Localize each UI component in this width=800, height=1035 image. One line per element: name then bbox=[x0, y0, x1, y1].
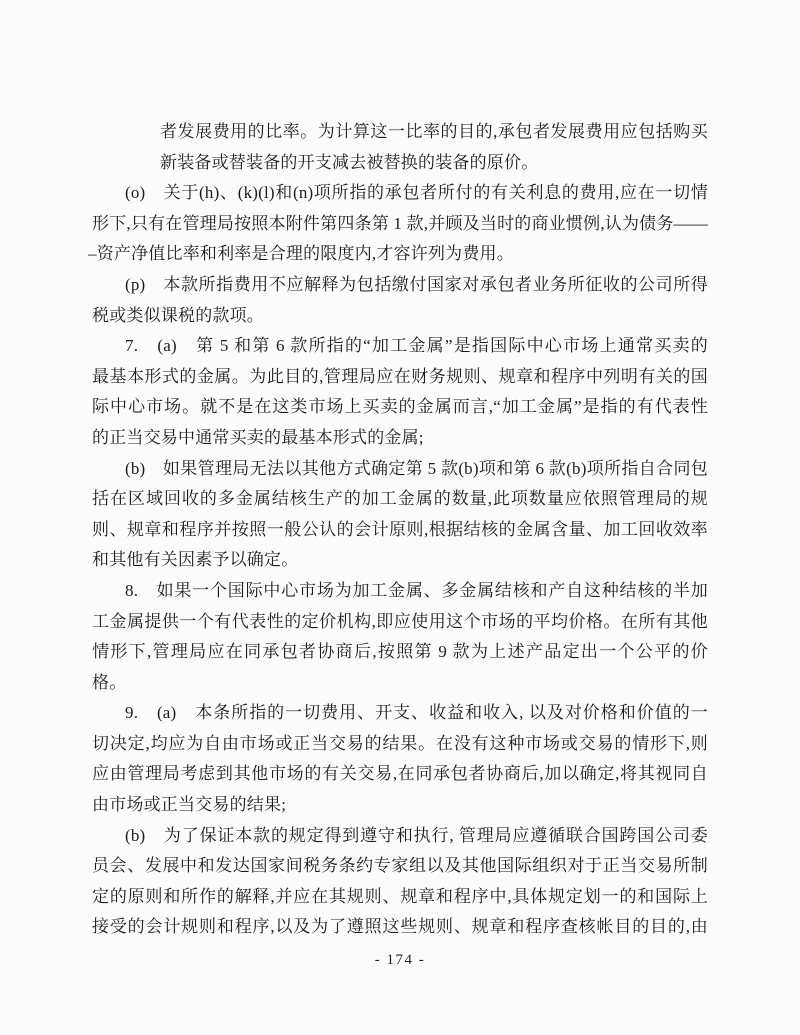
text-line: 接受的会计规则和程序,以及为了遵照这些规则、规章和程序查核帐目的目的,由 bbox=[92, 917, 708, 937]
text-line: (b) 为了保证本款的规定得到遵守和执行, 管理局应遵循联合国跨国公司委 bbox=[125, 825, 708, 845]
text-line: 应由管理局考虑到其他市场的有关交易,在同承包者协商后,加以确定,将其视同自 bbox=[92, 764, 708, 784]
text-line: 工金属提供一个有代表性的定价机构,即应使用这个市场的平均价格。在所有其他 bbox=[92, 611, 708, 631]
text-line: 员会、发展中和发达国家间税务条约专家组以及其他国际组织对于正当交易所制 bbox=[92, 856, 708, 876]
page-number: - 174 - bbox=[374, 952, 426, 968]
text-line: 的正当交易中通常买卖的最基本形式的金属; bbox=[92, 427, 424, 447]
text-line: 和其他有关因素予以确定。 bbox=[92, 550, 299, 570]
text-line: 切决定,均应为自由市场或正当交易的结果。在没有这种市场或交易的情形下,则 bbox=[92, 733, 708, 753]
text-line: 际中心市场。就不是在这类市场上买卖的金属而言,“加工金属”是指的有代表性 bbox=[92, 397, 708, 417]
text-line: 最基本形式的金属。为此目的,管理局应在财务规则、规章和程序中列明有关的国 bbox=[92, 366, 708, 386]
page-text bbox=[88, 117, 708, 943]
text-line: (p) 本款所指费用不应解释为包括缴付国家对承包者业务所征收的公司所得 bbox=[125, 274, 708, 294]
text-line: (o) 关于(h)、(k)(l)和(n)项所指的承包者所付的有关利息的费用,应在一切情 bbox=[125, 183, 708, 203]
text-line: 定的原则和所作的解释,并应在其规则、规章和程序中,具体规定划一的和国际上 bbox=[92, 886, 708, 906]
text-line: 8. 如果一个国际中心市场为加工金属、多金属结核和产自这种结核的半加 bbox=[125, 580, 708, 600]
text-line: 7. (a) 第 5 和第 6 款所指的“加工金属”是指国际中心市场上通常买卖的 bbox=[125, 336, 708, 356]
text-line: 形下,只有在管理局按照本附件第四条第 1 款,并顾及当时的商业惯例,认为债务—— bbox=[92, 213, 708, 233]
text-line: 新装备或替装备的开支减去被替换的装备的原价。 bbox=[160, 152, 539, 172]
text-line: 情形下,管理局应在同承包者协商后,按照第 9 款为上述产品定出一个公平的价 bbox=[92, 642, 708, 662]
text-line: (b) 如果管理局无法以其他方式确定第 5 款(b)项和第 6 款(b)项所指自合同包 bbox=[125, 458, 708, 478]
text-line: 者发展费用的比率。为计算这一比率的目的,承包者发展费用应包括购买 bbox=[160, 122, 708, 141]
text-line: 税或类似课税的款项。 bbox=[92, 305, 264, 325]
text-line: 9. (a) 本条所指的一切费用、开支、收益和收入, 以及对价格和价值的一 bbox=[125, 703, 708, 723]
text-line: 则、规章和程序并按照一般公认的会计原则,根据结核的金属含量、加工回收效率 bbox=[92, 519, 708, 539]
text-line: 格。 bbox=[92, 672, 127, 692]
text-line: 括在区域回收的多金属结核生产的加工金属的数量,此项数量应依照管理局的规 bbox=[92, 489, 708, 509]
text-line: 由市场或正当交易的结果; bbox=[92, 795, 287, 815]
text-line: –资产净值比率和利率是合理的限度内,才容许列为费用。 bbox=[88, 244, 514, 264]
